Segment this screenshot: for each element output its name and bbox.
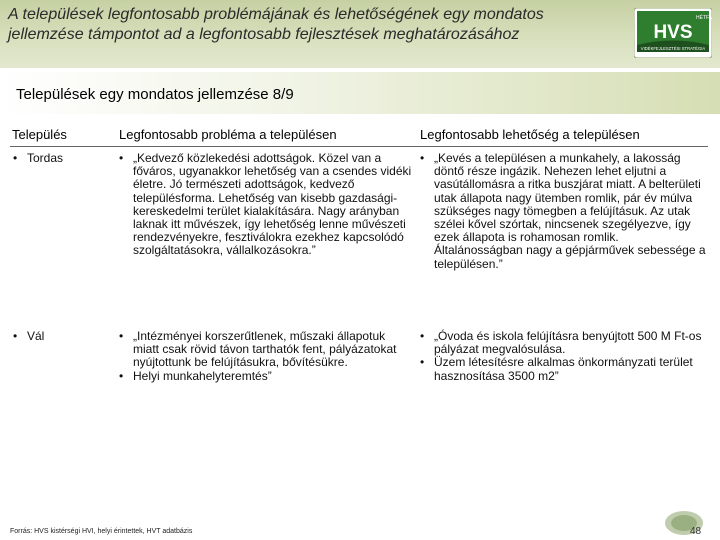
section-subtitle: Települések egy mondatos jellemzése 8/9 bbox=[16, 86, 294, 103]
list-item: • „Óvoda és iskola felújításra benyújtott 500 M Ft-os pályázat megvalósulása. bbox=[419, 330, 709, 356]
slide-title: A települések legfontosabb problémájának és lehetőségének egy mondatos jellemzése támpontot ad a legfontosabb fejlesztések meghatározásához bbox=[8, 6, 544, 43]
logo-tag: HÉTFA bbox=[696, 15, 712, 21]
column-header-problem: Legfontosabb probléma a településen bbox=[119, 127, 337, 142]
list-item: • „Intézményei korszerűtlenek, műszaki állapotuk miatt csak rövid távon tarthatók fent, pályázatokat nyújtottunk be felújításukra, bővítésükre. bbox=[118, 330, 413, 370]
list-item: • „Kedvező közlekedési adottságok. Közel van a főváros, ugyanakkor lehetőség van a csendes vidéki életre. Jó természeti adottságok, kedvező településforma. Lehetőség van kisebb gazdasági-kereskedelmi terület kialakítására. Nagy arányban laknak itt művészek, így lehetőség lenne művészeti rendezvényekre, fesztiválokra ezekhez kapcsolódó szolgáltatásokra, vállalkozásokra.” bbox=[118, 152, 413, 258]
source-note: Forrás: HVS kistérségi HVI, helyi érintettek, HVT adatbázis bbox=[10, 528, 193, 535]
header-divider bbox=[10, 146, 708, 147]
table-row-settlement bbox=[12, 152, 107, 165]
logo-text: HVS bbox=[653, 22, 693, 43]
list-item: • „Kevés a településen a munkahely, a lakosság döntő része ingázik. Nehezen lehet eljutni a vasútállomásra a ritka buszjárat miatt. A belterületi utak állapota nagy ütemben romlik, pár év múlva szükséges nagy tömegben a felújításuk. Az utak szélei kővel szórtak, nincsenek szegélyezve, így ezek állapota is rohamosan romlik. Általánosságban nagy a gépjárművek sebessége a településen.” bbox=[419, 152, 709, 271]
list-item: • Helyi munkahelyteremtés” bbox=[118, 370, 413, 383]
table-row-opportunities bbox=[419, 152, 709, 271]
table-row-settlement bbox=[12, 330, 107, 343]
table-row-problems bbox=[118, 152, 413, 258]
column-header-settlement: Település bbox=[12, 127, 67, 142]
table-row-opportunities bbox=[419, 330, 709, 383]
settlement-name: • Vál bbox=[12, 330, 107, 343]
page-number: 48 bbox=[690, 526, 702, 537]
list-item: • Üzem létesítésre alkalmas önkormányzati terület hasznosítása 3500 m2” bbox=[419, 356, 709, 382]
settlement-name: • Tordas bbox=[12, 152, 107, 165]
header-banner bbox=[0, 0, 720, 68]
hvs-logo bbox=[634, 8, 712, 58]
table-row-problems bbox=[118, 330, 413, 383]
logo-caption: VIDÉKFEJLESZTÉSI STRATÉGIA bbox=[640, 46, 706, 51]
column-header-opportunity: Legfontosabb lehetőség a településen bbox=[420, 127, 640, 142]
